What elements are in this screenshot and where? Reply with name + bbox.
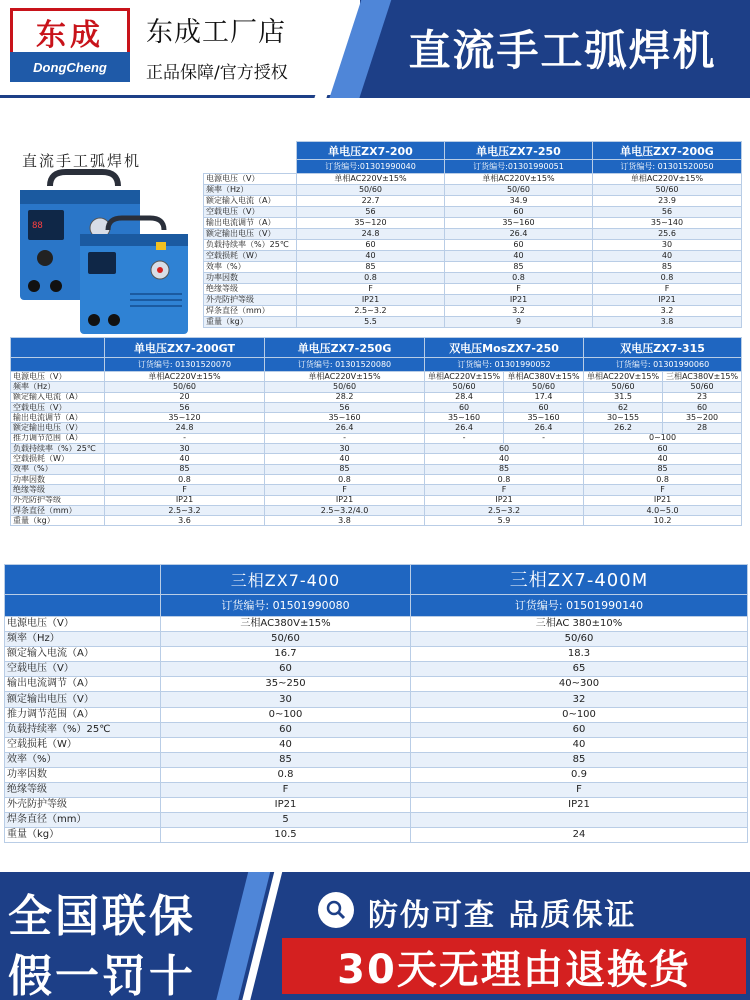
spec-row [5,617,748,632]
spec-label: 负载持续率（%）25℃ [11,444,105,454]
counterfeit-penalty-text: 假一罚十 [8,951,196,1000]
spec-value: F [411,783,748,798]
spec-value: 34.9 [445,196,593,207]
order-number: 订货编号: 01501990140 [411,595,748,617]
spec-value: 0.8 [265,474,425,484]
return-policy-text: 30天无理由退换货 [337,946,691,993]
spec-value: 23.9 [593,196,742,207]
spec-value: 35~160 [445,218,593,229]
spec-value: 4.0~5.0 [584,505,742,515]
store-brand-panel [0,0,360,98]
spec-value: 28 [663,423,742,433]
spec-label: 外壳防护等级 [11,495,105,505]
spec-value: 三相AC 380±10% [411,617,748,632]
spec-row [204,207,742,218]
spec-value: 22.7 [297,196,445,207]
spec-value: 28.4 [425,392,504,402]
spec-label: 额定输出电压（V） [204,229,297,240]
spec-value: 35~250 [161,677,411,692]
spec-row [5,828,748,843]
spec-value: 85 [161,752,411,767]
spec-label: 功率因数 [204,273,297,284]
spec-value: F [425,485,584,495]
spec-row [204,317,742,328]
spec-label: 效率（%） [5,752,161,767]
spec-label: 电源电压（V） [11,372,105,382]
spec-value: 2.5~3.2/4.0 [265,505,425,515]
spec-value: 0.8 [584,474,742,484]
spec-row [11,423,742,433]
warranty-panel [0,872,230,1000]
spec-table-section1 [203,141,742,328]
spec-row [204,262,742,273]
order-number: 订货编号: 01301520070 [105,358,265,372]
spec-value: 40 [445,251,593,262]
spec-value: 60 [663,402,742,412]
spec-label: 空载损耗（W） [204,251,297,262]
spec-row [204,295,742,306]
spec-value [411,813,748,828]
spec-row [11,392,742,402]
spec-value: 0.8 [593,273,742,284]
spec-value: 85 [425,464,584,474]
spec-value: 85 [593,262,742,273]
return-policy-badge[interactable] [282,938,746,994]
spec-label: 额定输出电压（V） [11,423,105,433]
spec-value: 56 [297,207,445,218]
spec-row [5,752,748,767]
spec-label: 外壳防护等级 [204,295,297,306]
spec-value: 26.2 [584,423,663,433]
spec-value: 0.8 [161,767,411,782]
spec-label: 空载电压（V） [204,207,297,218]
spec-value: 30~155 [584,413,663,423]
spec-value: 0~100 [411,707,748,722]
spec-value: 9 [445,317,593,328]
spec-row [11,495,742,505]
spec-value: - [425,433,504,443]
spec-value: 40 [584,454,742,464]
model-header[interactable]: 单电压ZX7-200 [297,142,445,160]
anti-counterfeit-text[interactable]: 防伪可查 品质保证 [368,898,637,933]
spec-value: 50/60 [663,382,742,392]
dongcheng-logo[interactable] [10,8,130,82]
spec-label: 空载损耗（W） [5,737,161,752]
spec-value: 60 [445,240,593,251]
spec-label: 效率（%） [11,464,105,474]
spec-value: 26.4 [425,423,504,433]
spec-value: 50/60 [593,185,742,196]
spec-value: 16.7 [161,647,411,662]
spec-value: 50/60 [584,382,663,392]
model-header[interactable]: 单电压ZX7-250G [265,338,425,358]
spec-value: IP21 [584,495,742,505]
spec-value: 0.9 [411,767,748,782]
guarantee-panel [268,872,750,1000]
spec-row [11,444,742,454]
order-number: 订货编号: 01301990060 [584,358,742,372]
spec-value: 3.8 [593,317,742,328]
spec-label: 输出电流调节（A） [204,218,297,229]
spec-label: 频率（Hz） [11,382,105,392]
spec-row [5,813,748,828]
spec-value: 17.4 [504,392,584,402]
spec-label: 额定输入电流（A） [204,196,297,207]
spec-label: 频率（Hz） [204,185,297,196]
spec-value: F [445,284,593,295]
spec-value: 0~100 [161,707,411,722]
spec-value: 40 [161,737,411,752]
spec-row [11,433,742,443]
spec-label: 重量（kg） [5,828,161,843]
order-number: 订货编号: 01301520080 [265,358,425,372]
spec-row [5,767,748,782]
spec-value: 28.2 [265,392,425,402]
spec-value: 单相AC380V±15% [504,372,584,382]
page-title: 直流手工弧焊机 [408,26,717,75]
spec-value: 65 [411,662,748,677]
spec-value: 24.8 [105,423,265,433]
spec-value: 30 [593,240,742,251]
spec-value: F [265,485,425,495]
spec-row [11,382,742,392]
spec-row [11,402,742,412]
spec-label: 重量（kg） [11,516,105,526]
spec-value: 0.8 [425,474,584,484]
spec-value: 5 [161,813,411,828]
spec-value: 60 [445,207,593,218]
store-name[interactable]: 东成工厂店 [146,17,286,48]
model-header[interactable]: 三相ZX7-400 [161,565,411,595]
spec-value: 85 [584,464,742,474]
warranty-text: 全国联保 [8,891,196,942]
spec-value: 单相AC220V±15% [593,174,742,185]
spec-value: IP21 [411,798,748,813]
spec-label: 重量（kg） [204,317,297,328]
spec-row [5,662,748,677]
spec-value: IP21 [265,495,425,505]
spec-label: 外壳防护等级 [5,798,161,813]
model-header[interactable]: 单电压ZX7-250 [445,142,593,160]
spec-value: 10.2 [584,516,742,526]
spec-value: 40~300 [411,677,748,692]
spec-value: 20 [105,392,265,402]
spec-value: 50/60 [105,382,265,392]
spec-value: 30 [161,692,411,707]
spec-value: 三相AC380V±15% [161,617,411,632]
spec-label: 焊条直径（mm） [5,813,161,828]
spec-value: 单相AC220V±15% [584,372,663,382]
spec-row [11,485,742,495]
spec-label: 绝缘等级 [5,783,161,798]
spec-value: 0~100 [584,433,742,443]
logo-en-text: DongCheng [33,59,107,75]
spec-row [204,306,742,317]
spec-label: 输出电流调节（A） [5,677,161,692]
spec-value: 25.6 [593,229,742,240]
spec-value: F [297,284,445,295]
spec-row [11,454,742,464]
spec-value: 40 [105,454,265,464]
spec-value: IP21 [445,295,593,306]
spec-value: 40 [297,251,445,262]
spec-value: 56 [593,207,742,218]
spec-row [11,516,742,526]
spec-value: 50/60 [504,382,584,392]
spec-value: 30 [265,444,425,454]
logo-cn-text: 东成 [36,17,104,53]
spec-row [11,505,742,515]
spec-table-section3 [4,564,748,843]
spec-value: 56 [105,402,265,412]
spec-value: 85 [105,464,265,474]
spec-value: 35~160 [504,413,584,423]
spec-value: F [593,284,742,295]
spec-value: F [161,783,411,798]
spec-value: 62 [584,402,663,412]
spec-value: 0.8 [445,273,593,284]
spec-value: - [105,433,265,443]
spec-row [11,464,742,474]
spec-label: 负载持续率（%）25℃ [204,240,297,251]
spec-value: 30 [105,444,265,454]
spec-value: 10.5 [161,828,411,843]
search-icon[interactable] [318,892,354,928]
spec-value: 40 [593,251,742,262]
spec-label: 推力调节范围（A） [5,707,161,722]
order-number: 订货编号:01301990051 [445,160,593,174]
spec-value: 单相AC220V±15% [445,174,593,185]
footer-banner [0,872,750,1000]
spec-row [204,251,742,262]
model-header[interactable]: 双电压ZX7-315 [584,338,742,358]
spec-row [204,174,742,185]
spec-value: F [105,485,265,495]
spec-value: 40 [425,454,584,464]
spec-value: 18.3 [411,647,748,662]
spec-value: 0.8 [297,273,445,284]
spec-row [204,284,742,295]
spec-row [204,196,742,207]
spec-table-section2 [10,337,742,526]
spec-value: 3.6 [105,516,265,526]
spec-label: 空载电压（V） [11,402,105,412]
spec-label: 效率（%） [204,262,297,273]
spec-label: 功率因数 [5,767,161,782]
spec-value: IP21 [297,295,445,306]
spec-value: 31.5 [584,392,663,402]
spec-value: 50/60 [411,632,748,647]
spec-value: 35~160 [265,413,425,423]
spec-value: 40 [411,737,748,752]
spec-row [11,372,742,382]
spec-label: 额定输出电压（V） [5,692,161,707]
spec-row [5,677,748,692]
spec-value: 5.5 [297,317,445,328]
spec-value: 0.8 [105,474,265,484]
model-header[interactable]: 单电压ZX7-200GT [105,338,265,358]
spec-row [5,692,748,707]
order-number: 订货编号:01301990040 [297,160,445,174]
spec-value: 50/60 [425,382,504,392]
spec-value: F [584,485,742,495]
spec-value: 35~120 [105,413,265,423]
spec-value: 24 [411,828,748,843]
spec-value: IP21 [425,495,584,505]
spec-label: 电源电压（V） [5,617,161,632]
spec-row [204,273,742,284]
spec-value: 3.2 [445,306,593,317]
spec-label: 额定输入电流（A） [5,647,161,662]
spec-label: 空载损耗（W） [11,454,105,464]
spec-label: 焊条直径（mm） [11,505,105,515]
spec-value: 35~140 [593,218,742,229]
spec-value: 60 [425,444,584,454]
spec-value: 60 [425,402,504,412]
spec-row [5,707,748,722]
spec-value: 35~120 [297,218,445,229]
spec-value: 32 [411,692,748,707]
spec-label: 电源电压（V） [204,174,297,185]
spec-label: 空载电压（V） [5,662,161,677]
spec-value: 60 [297,240,445,251]
spec-row [5,783,748,798]
spec-value: IP21 [161,798,411,813]
spec-value: 40 [265,454,425,464]
spec-label: 推力调节范围（A） [11,433,105,443]
order-number: 订货编号: 01301520050 [593,160,742,174]
spec-value: 60 [584,444,742,454]
model-header[interactable]: 三相ZX7-400M [411,565,748,595]
spec-value: IP21 [105,495,265,505]
spec-row [5,722,748,737]
spec-value: 85 [411,752,748,767]
spec-value: 60 [504,402,584,412]
order-number: 订货编号: 01501990080 [161,595,411,617]
spec-value: 26.4 [265,423,425,433]
spec-row [5,737,748,752]
spec-value: 60 [161,722,411,737]
spec-value: 单相AC220V±15% [425,372,504,382]
spec-value: 23 [663,392,742,402]
spec-row [204,240,742,251]
spec-value: 单相AC220V±15% [297,174,445,185]
spec-label: 输出电流调节（A） [11,413,105,423]
spec-row [5,632,748,647]
spec-value: 3.2 [593,306,742,317]
spec-value: 单相AC220V±15% [105,372,265,382]
spec-value: 60 [411,722,748,737]
spec-value: 85 [265,464,425,474]
spec-value: 单相AC220V±15% [265,372,425,382]
spec-row [5,798,748,813]
spec-label: 焊条直径（mm） [204,306,297,317]
spec-value: 50/60 [161,632,411,647]
spec-row [11,413,742,423]
spec-value: 2.5~3.2 [425,505,584,515]
spec-value: 50/60 [265,382,425,392]
spec-label: 绝缘等级 [204,284,297,295]
spec-label: 负载持续率（%）25℃ [5,722,161,737]
model-header[interactable]: 单电压ZX7-200G [593,142,742,160]
spec-value: IP21 [593,295,742,306]
spec-row [204,218,742,229]
spec-label: 功率因数 [11,474,105,484]
spec-value: 60 [161,662,411,677]
spec-value: 85 [297,262,445,273]
model-header[interactable]: 双电压MosZX7-250 [425,338,584,358]
order-number: 订货编号: 01301990052 [425,358,584,372]
welder-product-image [10,168,200,343]
store-tagline: 正品保障/官方授权 [146,63,288,83]
spec-value: 2.5~3.2 [297,306,445,317]
spec-row [204,229,742,240]
spec-value: 56 [265,402,425,412]
spec-value: 5.9 [425,516,584,526]
spec-row [5,647,748,662]
spec-value: - [265,433,425,443]
spec-label: 额定输入电流（A） [11,392,105,402]
spec-label: 频率（Hz） [5,632,161,647]
spec-row [11,474,742,484]
spec-value: - [504,433,584,443]
spec-value: 三相AC380V±15% [663,372,742,382]
spec-value: 35~200 [663,413,742,423]
spec-value: 3.8 [265,516,425,526]
spec-label: 绝缘等级 [11,485,105,495]
spec-value: 50/60 [297,185,445,196]
spec-row [204,185,742,196]
spec-value: 85 [445,262,593,273]
spec-value: 26.4 [504,423,584,433]
spec-value: 35~160 [425,413,504,423]
spec-value: 50/60 [445,185,593,196]
section1-title: 直流手工弧焊机 [22,152,142,170]
spec-value: 2.5~3.2 [105,505,265,515]
spec-value: 26.4 [445,229,593,240]
spec-value: 24.8 [297,229,445,240]
header-banner [0,0,750,98]
svg-text:88: 88 [32,221,43,231]
